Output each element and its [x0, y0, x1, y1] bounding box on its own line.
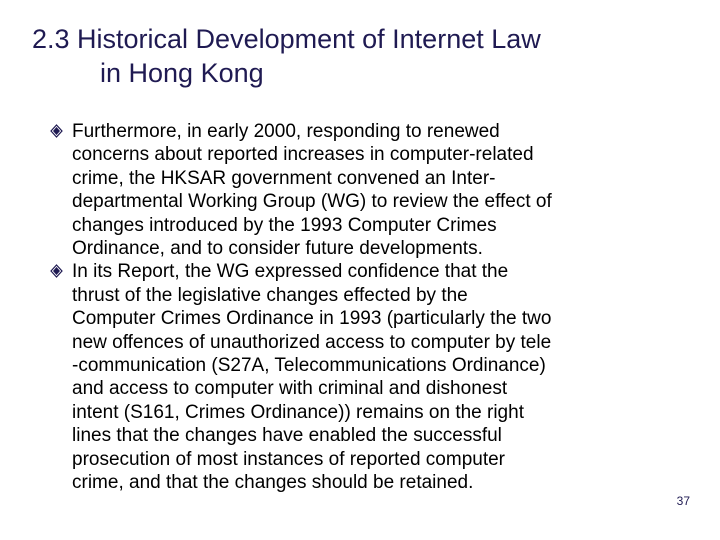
slide-title — [32, 22, 692, 90]
bullet-text-line: changes introduced by the 1993 Computer Crimes — [72, 214, 497, 236]
bullet-item — [50, 260, 690, 494]
bullet-text-line: Ordinance, and to consider future developments. — [72, 238, 483, 260]
bullet-text-line: lines that the changes have enabled the successful — [72, 425, 502, 447]
bullet-text-line: intent (S161, Crimes Ordinance)) remains on the right — [72, 401, 524, 423]
bullet-text-line: -communication (S27A, Telecommunications Ordinance) — [72, 355, 546, 377]
bullet-text-line: crime, and that the changes should be retained. — [72, 472, 474, 494]
bullet-text-line: and access to computer with criminal and dishonest — [72, 378, 508, 400]
bullet-text-line: Computer Crimes Ordinance in 1993 (particularly the two — [72, 308, 552, 330]
bullet-text-line: crime, the HKSAR government convened an Inter- — [72, 167, 496, 189]
page-number: 37 — [676, 494, 690, 508]
bullet-text-line: thrust of the legislative changes effected by the — [72, 284, 468, 306]
diamond-bullet-icon — [50, 264, 63, 278]
title-line: 2.3 Historical Development of Internet Law — [32, 24, 541, 54]
bullet-text-line: prosecution of most instances of reported computer — [72, 448, 506, 470]
bullet-item — [50, 120, 690, 260]
title-line: in Hong Kong — [100, 58, 264, 88]
bullet-text-line: concerns about reported increases in computer-related — [72, 144, 534, 166]
bullet-text-line: new offences of unauthorized access to computer by tele — [72, 331, 552, 353]
bullet-list — [50, 120, 690, 495]
bullet-text-line: Furthermore, in early 2000, responding to renewed — [72, 121, 500, 142]
bullet-text-line: In its Report, the WG expressed confidence that the — [72, 261, 509, 283]
diamond-bullet-icon — [50, 124, 63, 138]
bullet-text-line: departmental Working Group (WG) to review the effect of — [72, 191, 552, 213]
